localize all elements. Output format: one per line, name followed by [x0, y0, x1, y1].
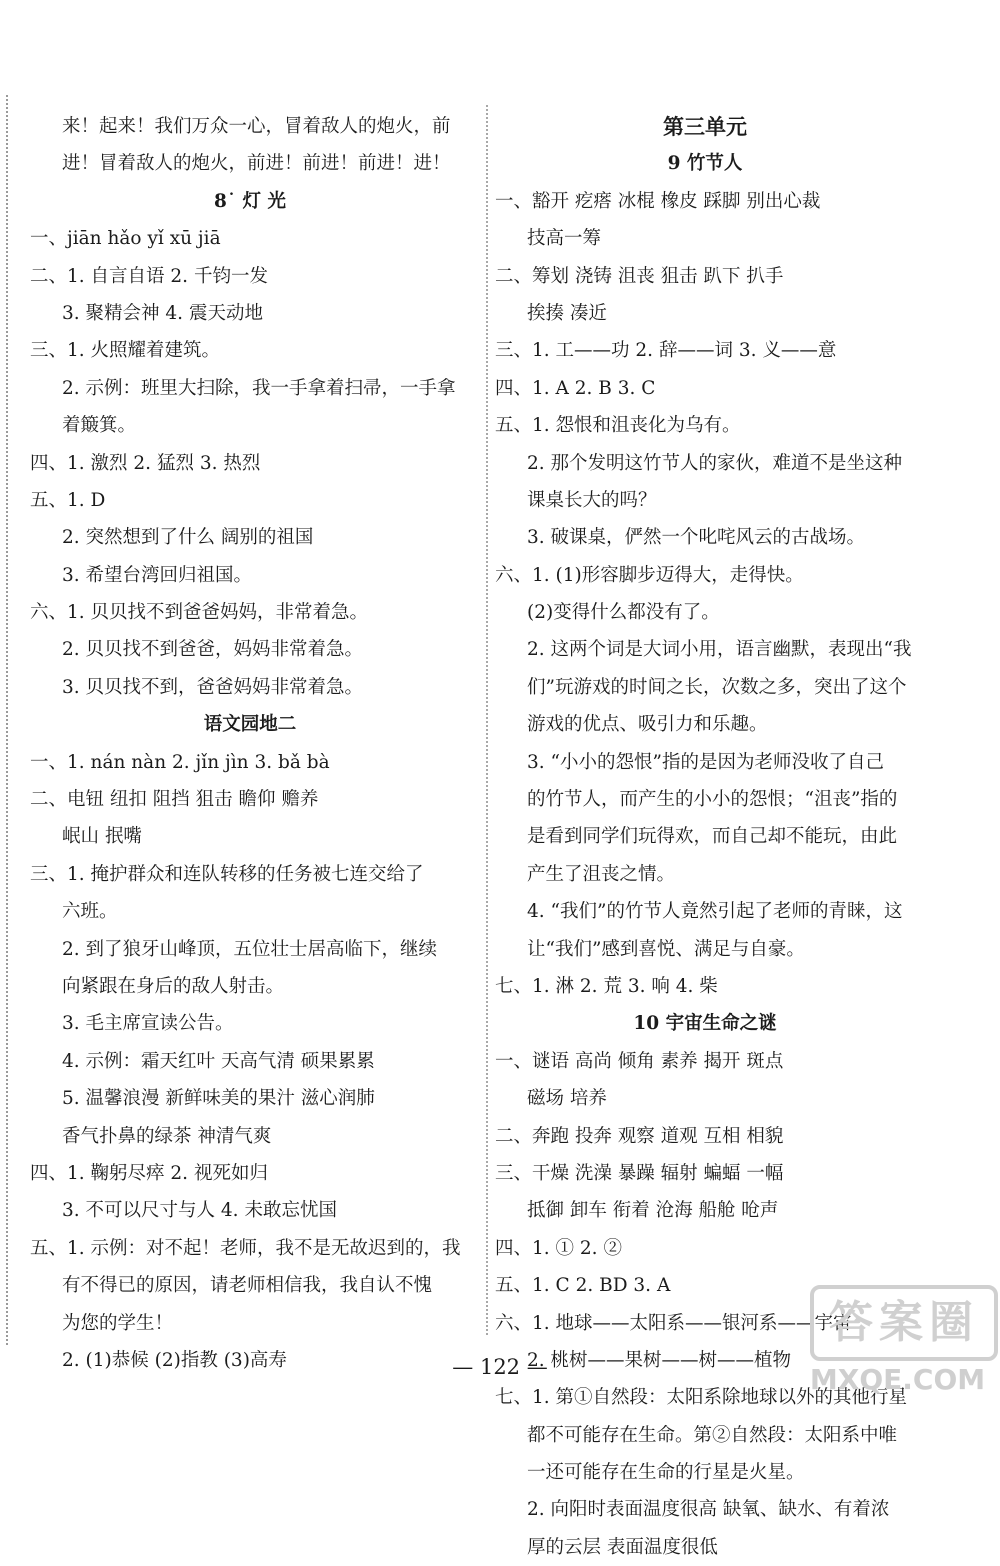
answer-line: 的竹节人，而产生的小小的怨恨；“沮丧”指的 — [527, 789, 898, 811]
answer-line: 五、1. D — [30, 489, 106, 511]
answer-line: 厚的云层 表面温度很低 — [527, 1536, 718, 1558]
answer-line: 课桌长大的吗？ — [527, 489, 657, 511]
answer-line: 都不可能存在生命。第②自然段：太阳系中唯 — [527, 1424, 898, 1446]
answer-line: 一、1. nán nàn 2. jǐn jìn 3. bǎ bà — [30, 751, 330, 773]
answer-line: 二、筹划 浇铸 沮丧 狙击 趴下 扒手 — [495, 265, 784, 287]
answer-line: 游戏的优点、吸引力和乐趣。 — [527, 714, 768, 736]
answer-line: 一、豁开 疙瘩 冰棍 橡皮 踩脚 别出心裁 — [495, 190, 821, 212]
answer-line: (2)变得什么都没有了。 — [527, 602, 720, 624]
answer-line: 们”玩游戏的时间之长，次数之多，突出了这个 — [527, 676, 907, 698]
answer-line: 2. (1)恭候 (2)指教 (3)高寿 — [62, 1349, 287, 1371]
answer-line: 2. 突然想到了什么 阔别的祖国 — [62, 527, 314, 549]
answer-line: 产生了沮丧之情。 — [527, 863, 676, 885]
answer-line: 六、1. 地球——太阳系——银河系——宇宙 — [495, 1312, 852, 1334]
answer-line: 2. 这两个词是大词小用，语言幽默，表现出“我 — [527, 639, 912, 661]
answer-line: 六、1. 贝贝找不到爸爸妈妈，非常着急。 — [30, 602, 369, 624]
answer-line: 2. 桃树——果树——树——植物 — [527, 1349, 792, 1371]
answer-line: 2. 示例：班里大扫除，我一手拿着扫帚，一手拿 — [62, 377, 456, 399]
watermark-logo: 答案圈 — [810, 1285, 998, 1361]
section-heading: 9 竹节人 — [667, 153, 743, 175]
answer-line: 3. “小小的怨恨”指的是因为老师没收了自己 — [527, 751, 884, 773]
column-divider — [486, 105, 488, 1335]
left-column — [30, 108, 470, 1379]
answer-line: 四、1. 鞠躬尽瘁 2. 视死如归 — [30, 1162, 268, 1184]
watermark — [800, 1285, 995, 1410]
answer-line: 有不得已的原因，请老师相信我，我自认不愧 — [62, 1275, 433, 1297]
answer-line: 3. 希望台湾回归祖国。 — [62, 564, 253, 586]
answer-line: 2. 贝贝找不到爸爸，妈妈非常着急。 — [62, 639, 364, 661]
answer-line: 5. 温馨浪漫 新鲜味美的果汁 滋心润肺 — [62, 1088, 375, 1110]
answer-line: 二、1. 自言自语 2. 千钧一发 — [30, 265, 268, 287]
answer-line: 2. 到了狼牙山峰顶，五位壮士居高临下，继续 — [62, 938, 438, 960]
answer-line: 磁场 培养 — [527, 1088, 607, 1110]
answer-line: 4. 示例：霜天红叶 天高气清 硕果累累 — [62, 1050, 375, 1072]
answer-line: 来！起来！我们万众一心，冒着敌人的炮火，前 — [62, 116, 451, 137]
answer-line: 岷山 抿嘴 — [62, 826, 142, 848]
answer-line: 五、1. 怨恨和沮丧化为乌有。 — [495, 415, 741, 437]
answer-line: 香气扑鼻的绿茶 神清气爽 — [62, 1125, 272, 1147]
answer-line: 三、1. 火照耀着建筑。 — [30, 340, 221, 362]
page-number: — 122 — — [452, 1355, 548, 1379]
answer-line: 三、1. 掩护群众和连队转移的任务被七连交给了 — [30, 863, 424, 885]
answer-line: 是看到同学们玩得欢，而自己却不能玩，由此 — [527, 826, 898, 848]
answer-line: 四、1. ① 2. ② — [495, 1237, 622, 1259]
answer-line: 进！冒着敌人的炮火，前进！前进！前进！进！ — [62, 153, 451, 175]
answer-line: 一、jiān hǎo yǐ xū jiā — [30, 228, 221, 250]
answer-line: 3. 聚精会神 4. 震天动地 — [62, 302, 263, 324]
section-heading: 8˙ 灯 光 — [213, 190, 286, 212]
answer-line: 技高一筹 — [527, 228, 602, 250]
answer-line: 为您的学生！ — [62, 1312, 174, 1334]
answer-line: 让“我们”感到喜悦、满足与自豪。 — [527, 938, 805, 960]
answer-line: 三、干燥 洗澡 暴躁 辐射 蝙蝠 一幅 — [495, 1162, 784, 1184]
answer-line: 五、1. C 2. BD 3. A — [495, 1275, 671, 1297]
answer-line: 2. 那个发明这竹节人的家伙，难道不是坐这种 — [527, 452, 903, 474]
section-heading: 语文园地二 — [203, 714, 297, 736]
answer-line: 3. 毛主席宣读公告。 — [62, 1013, 234, 1035]
answer-line: 二、电钮 纽扣 阻挡 狙击 瞻仰 赡养 — [30, 789, 319, 811]
answer-line: 抵御 卸车 衔着 沧海 船舱 呛声 — [527, 1200, 779, 1222]
section-heading: 10 宇宙生命之谜 — [633, 1013, 777, 1035]
answer-line: 向紧跟在身后的敌人射击。 — [62, 975, 285, 997]
binding-edge — [6, 95, 8, 1345]
answer-line: 三、1. 工——功 2. 辞——词 3. 义——意 — [495, 340, 837, 362]
answer-line: 四、1. 激烈 2. 猛烈 3. 热烈 — [30, 452, 261, 474]
answer-line: 七、1. 淋 2. 荒 3. 响 4. 柴 — [495, 975, 718, 997]
answer-line: 一还可能存在生命的行星是火星。 — [527, 1462, 805, 1484]
answer-line: 六、1. (1)形容脚步迈得大，走得快。 — [495, 564, 804, 586]
answer-line: 六班。 — [62, 901, 118, 923]
watermark-url: MXQE.COM — [809, 1363, 986, 1396]
answer-line: 4. “我们”的竹节人竟然引起了老师的青睐，这 — [527, 901, 903, 923]
answer-line: 着簸箕。 — [62, 415, 137, 437]
answer-line: 挨揍 凑近 — [527, 302, 607, 324]
answer-line: 一、谜语 高尚 倾角 素养 揭开 斑点 — [495, 1050, 784, 1072]
answer-line: 3. 贝贝找不到，爸爸妈妈非常着急。 — [62, 676, 364, 698]
answer-line: 四、1. A 2. B 3. C — [495, 377, 656, 399]
answer-line: 七、1. 第①自然段：太阳系除地球以外的其他行星 — [495, 1387, 908, 1409]
answer-line: 二、奔跑 投奔 观察 道观 互相 相貌 — [495, 1125, 784, 1147]
answer-line: 3. 破课桌，俨然一个叱咤风云的古战场。 — [527, 527, 866, 549]
answer-line: 2. 向阳时表面温度很高 缺氧、缺水、有着浓 — [527, 1499, 890, 1521]
section-heading: 第三单元 — [663, 114, 747, 139]
answer-line: 五、1. 示例：对不起！老师，我不是无故迟到的，我 — [30, 1237, 461, 1259]
answer-line: 3. 不可以尺寸与人 4. 未敢忘忧国 — [62, 1200, 337, 1222]
